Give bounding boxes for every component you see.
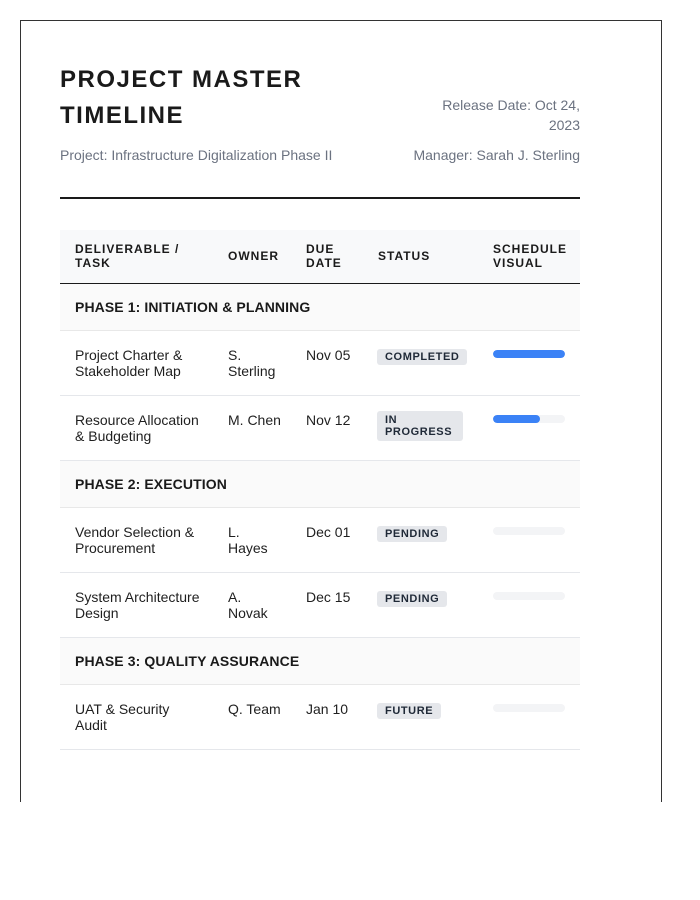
- progress-track: [493, 350, 565, 358]
- manager-name: Manager: Sarah J. Sterling: [413, 147, 580, 163]
- owner-cell: Q. Team: [213, 684, 291, 749]
- progress-fill: [493, 415, 540, 423]
- owner-cell: S. Sterling: [213, 330, 291, 395]
- column-header-deliverable: DELIVERABLE / TASK: [60, 230, 213, 283]
- schedule-visual-cell: [478, 395, 580, 460]
- due-date-cell: Jan 10: [291, 684, 363, 749]
- deliverable-cell: Project Charter & Stakeholder Map: [60, 330, 213, 395]
- progress-track: [493, 592, 565, 600]
- status-badge: IN PROGRESS: [377, 411, 463, 441]
- progress-track: [493, 415, 565, 423]
- document-header: [60, 60, 580, 199]
- column-header-owner: OWNER: [213, 230, 291, 283]
- status-badge: PENDING: [377, 526, 447, 542]
- schedule-visual-cell: [478, 330, 580, 395]
- schedule-visual-cell: [478, 507, 580, 572]
- due-date-cell: Dec 15: [291, 572, 363, 637]
- phase-row: [60, 637, 580, 684]
- project-name: Project: Infrastructure Digitalization Phase II: [60, 147, 333, 163]
- status-cell: [363, 507, 478, 572]
- status-badge: FUTURE: [377, 703, 441, 719]
- status-cell: [363, 572, 478, 637]
- table-row: [60, 684, 580, 749]
- column-header-schedule-visual: SCHEDULE VISUAL: [478, 230, 580, 283]
- table-row: [60, 572, 580, 637]
- release-date: Release Date: Oct 24, 2023: [442, 97, 580, 133]
- deliverable-cell: System Architecture Design: [60, 572, 213, 637]
- owner-cell: L. Hayes: [213, 507, 291, 572]
- timeline-table: [60, 230, 580, 750]
- progress-fill: [493, 350, 565, 358]
- status-badge: PENDING: [377, 591, 447, 607]
- deliverable-cell: Vendor Selection & Procurement: [60, 507, 213, 572]
- column-header-status: STATUS: [363, 230, 478, 283]
- schedule-visual-cell: [478, 572, 580, 637]
- page-title: PROJECT MASTER TIMELINE: [60, 66, 303, 129]
- progress-track: [493, 704, 565, 712]
- due-date-cell: Dec 01: [291, 507, 363, 572]
- table-row: [60, 507, 580, 572]
- phase-label: PHASE 1: INITIATION & PLANNING: [60, 283, 580, 330]
- phase-label: PHASE 3: QUALITY ASSURANCE: [60, 637, 580, 684]
- progress-track: [493, 527, 565, 535]
- phase-label: PHASE 2: EXECUTION: [60, 460, 580, 507]
- schedule-visual-cell: [478, 684, 580, 749]
- deliverable-cell: Resource Allocation & Budgeting: [60, 395, 213, 460]
- column-header-due-date: DUE DATE: [291, 230, 363, 283]
- table-row: [60, 330, 580, 395]
- due-date-cell: Nov 12: [291, 395, 363, 460]
- status-cell: [363, 684, 478, 749]
- owner-cell: A. Novak: [213, 572, 291, 637]
- phase-row: [60, 460, 580, 507]
- status-cell: [363, 330, 478, 395]
- deliverable-cell: UAT & Security Audit: [60, 684, 213, 749]
- phase-row: [60, 283, 580, 330]
- status-badge: COMPLETED: [377, 349, 467, 365]
- table-header-row: [60, 230, 580, 283]
- due-date-cell: Nov 05: [291, 330, 363, 395]
- table-row: [60, 395, 580, 460]
- status-cell: [363, 395, 478, 460]
- owner-cell: M. Chen: [213, 395, 291, 460]
